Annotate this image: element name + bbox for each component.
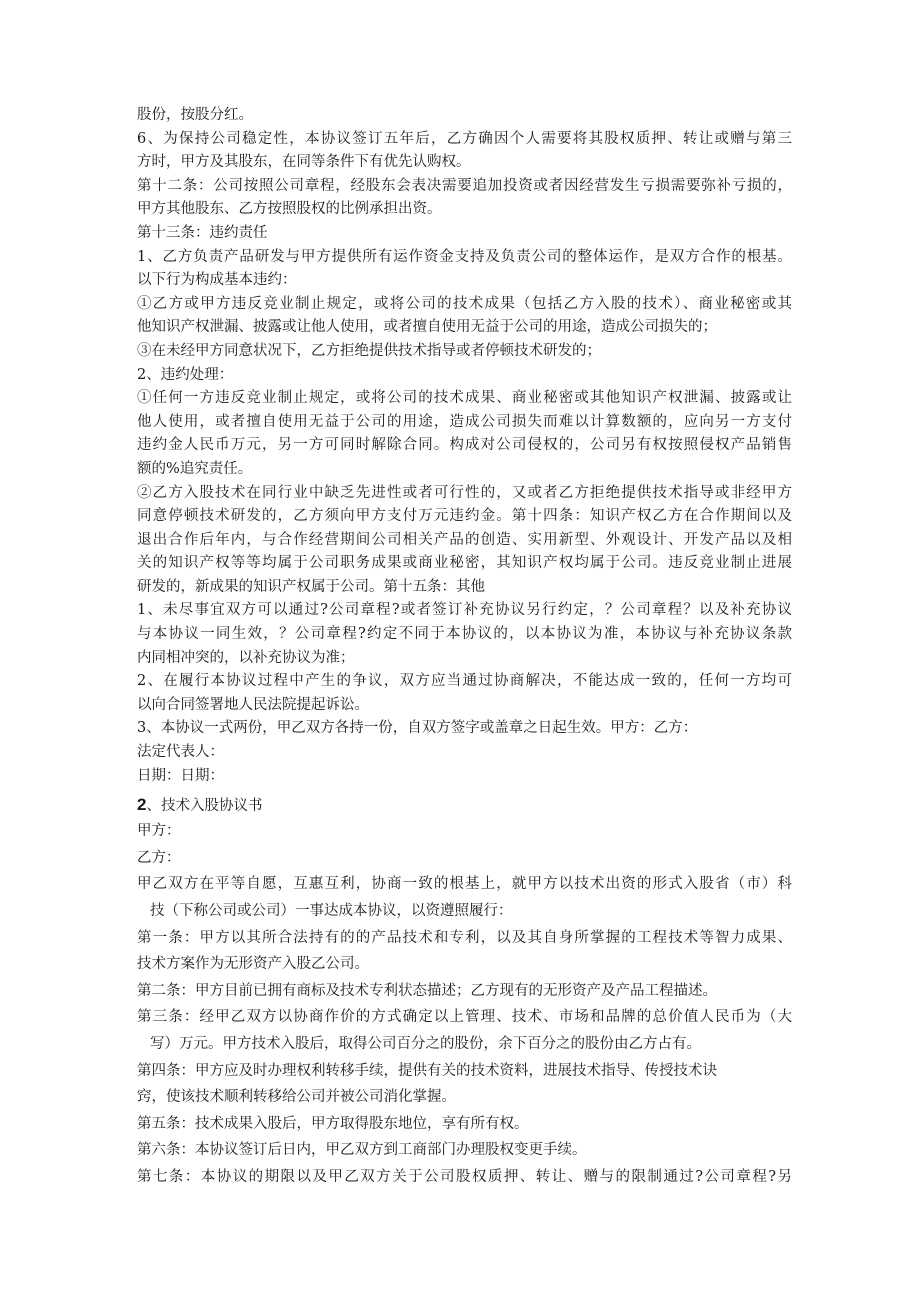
text-line: 甲乙双方在平等自愿，互惠互利，协商一致的根基上，就甲方以技术出资的形式入股省（市）科 bbox=[137, 876, 792, 893]
text-line: ②乙方入股技术在同行业中缺乏先进性或者可行性的，又或者乙方拒绝提供技术指导或非经甲方 bbox=[137, 484, 792, 501]
text-line: ①乙方或甲方违反竞业制止规定，或将公司的技术成果（包括乙方入股的技术）、商业秘密或其 bbox=[137, 295, 792, 312]
text-line: 关的知识产权等等均属于公司职务成果或商业秘密，其知识产权均属于公司。违反竞业制止进展 bbox=[137, 555, 792, 572]
text-line: 第十三条：违约责任 bbox=[137, 224, 268, 241]
text-line: 写）万元。甲方技术入股后，取得公司百分之的股份，余下百分之的股份由乙方占有。 bbox=[150, 1035, 702, 1052]
section-heading bbox=[137, 791, 792, 818]
text-line: 技术方案作为无形资产入股乙公司。 bbox=[137, 956, 369, 973]
document-page bbox=[137, 104, 792, 1191]
text-line: 违约金人民币万元，另一方可同时解除合同。构成对公司侵权的，公司另有权按照侵权产品销售 bbox=[137, 437, 792, 454]
text-line: 第一条：甲方以其所合法持有的的产品技术和专利，以及其自身所掌握的工程技术等智力成果、 bbox=[137, 929, 792, 946]
text-line: 额的%追究责任。 bbox=[137, 460, 253, 477]
text-line: 3、本协议一式两份，甲乙双方各持一份，自双方签字或盖章之日起生效。甲方：乙方： bbox=[137, 720, 698, 737]
text-line: 第十二条：公司按照公司章程，经股东会表决需要追加投资或者因经营发生亏损需要弥补亏损的， bbox=[137, 177, 792, 194]
text-line: 甲方其他股东、乙方按照股权的比例承担出资。 bbox=[137, 201, 442, 218]
section-number: 2 bbox=[137, 795, 147, 815]
text-line: 第二条：甲方目前已拥有商标及技术专利状态描述；乙方现有的无形资产及产品工程描述。 bbox=[137, 982, 717, 999]
text-line: 1、乙方负责产品研发与甲方提供所有运作资金支持及负责公司的整体运作，是双方合作的根基。 bbox=[137, 248, 792, 265]
text-line: 以向合同签署地人民法院提起诉讼。 bbox=[137, 696, 369, 713]
text-line: 同意停顿技术研发的，乙方须向甲方支付万元违约金。第十四条：知识产权乙方在合作期间以及 bbox=[137, 508, 792, 525]
text-line: 他人使用，或者擅自使用无益于公司的用途，造成公司损失而难以计算数额的，应向另一方支付 bbox=[137, 413, 792, 430]
section-title: 、技术入股协议书 bbox=[146, 798, 263, 815]
text-line: 第五条：技术成果入股后，甲方取得股东地位，享有所有权。 bbox=[137, 1115, 529, 1132]
text-line: 乙方： bbox=[137, 849, 181, 866]
text-line: 1、未尽事宜双方可以通过?公司章程?或者签订补充协议另行约定，？公司章程？以及补充协议 bbox=[137, 602, 792, 619]
text-line: 日期：日期： bbox=[137, 767, 224, 784]
text-line: 退出合作后年内，与合作经营期间公司相关产品的创造、实用新型、外观设计、开发产品以及相 bbox=[137, 531, 792, 548]
text-line: 2、违约处理： bbox=[137, 366, 234, 383]
text-line: 窍，使该技术顺利转移给公司并被公司消化掌握。 bbox=[137, 1089, 456, 1106]
text-line: 第七条：本协议的期限以及甲乙双方关于公司股权质押、转让、赠与的限制通过?公司章程?另 bbox=[137, 1168, 792, 1185]
text-line: 2、在履行本协议过程中产生的争议，双方应当通过协商解决，不能达成一致的，任何一方均可 bbox=[137, 673, 792, 690]
agreement-continuation bbox=[137, 104, 792, 788]
text-line: 第四条：甲方应及时办理权利转移手续，提供有关的技术资料，进展技术指导、传授技术诀 bbox=[137, 1062, 717, 1079]
text-line: 甲方： bbox=[137, 823, 181, 840]
text-line: ③在未经甲方同意状况下，乙方拒绝提供技术指导或者停顿技术研发的； bbox=[137, 342, 601, 359]
technology-share-agreement bbox=[137, 818, 792, 1190]
text-line: 第六条：本协议签订后日内，甲乙双方到工商部门办理股权变更手续。 bbox=[137, 1142, 587, 1159]
text-line: 以下行为构成基本违约： bbox=[137, 272, 297, 289]
text-line: 法定代表人： bbox=[137, 744, 224, 761]
text-line: 股份，按股分红。 bbox=[137, 107, 253, 123]
text-line: ①任何一方违反竞业制止规定，或将公司的技术成果、商业秘密或其他知识产权泄漏、披露或让 bbox=[137, 390, 792, 407]
text-line: 研发的，新成果的知识产权属于公司。第十五条：其他 bbox=[137, 578, 485, 595]
text-line: 与本协议一同生效，？公司章程?约定不同于本协议的，以本协议为准，本协议与补充协议条款 bbox=[137, 626, 792, 643]
text-line: 技（下称公司或公司）一事达成本协议，以资遵照履行： bbox=[150, 903, 513, 919]
text-line: 第三条：经甲乙双方以协商作价的方式确定以上管理、技术、市场和品牌的总价值人民币为（大 bbox=[137, 1009, 792, 1026]
text-line: 方时，甲方及其股东，在同等条件下有优先认购权。 bbox=[137, 154, 471, 171]
text-line: 6、为保持公司稳定性，本协议签订五年后，乙方确因个人需要将其股权质押、转让或赠与第三 bbox=[137, 130, 792, 147]
text-line: 他知识产权泄漏、披露或让他人使用，或者擅自使用无益于公司的用途，造成公司损失的； bbox=[137, 319, 717, 336]
text-line: 内同相冲突的，以补充协议为准； bbox=[137, 649, 355, 666]
